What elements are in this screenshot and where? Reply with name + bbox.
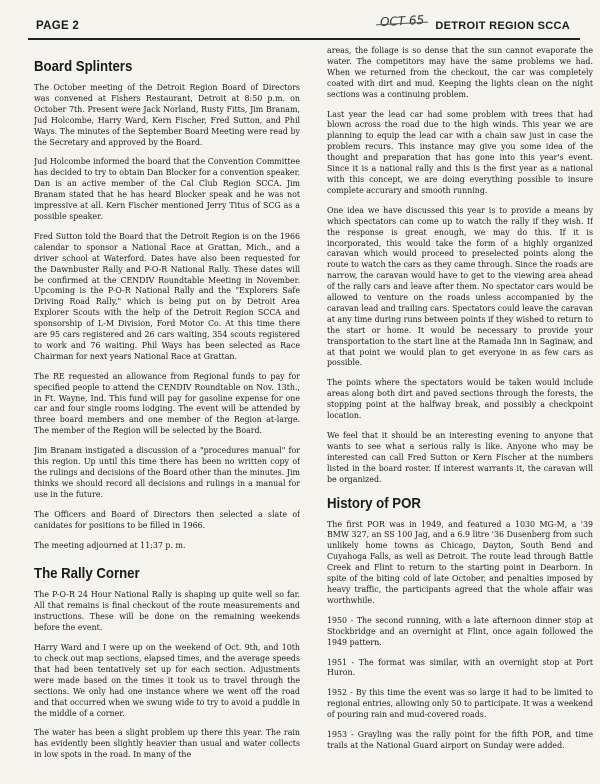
rally-corner-heading: The Rally Corner <box>34 565 140 583</box>
board-paragraph: The RE requested an allowance from Regional funds to pay for specified people to attend the CENDIV Roundtable on Nov. 13th., in Ft. Wayne, Ind. This fund will pay for gasoline expense for one car and four single rooms lodging. The event will be attended by three board members and one member of the Region at-large. The member of the Region will be selected by the Board. <box>34 371 300 436</box>
rally-paragraph: The water has been a slight problem up there this year. The rain has evidently been slightly heavier than usual and water collects in low spots in the road. In many of the <box>34 728 300 760</box>
board-paragraph: Jim Branam instigated a discussion of a "procedures manual" for this region. Up until this time there has been no written copy of the rulings and decisions of the Board other than the minutes. Jim thinks we should record all decisions and rulings in a manual for use in the future. <box>34 446 300 499</box>
history-paragraph: The first POR was in 1949, and featured a 1030 MG-M, a '39 BMW 327, an SS 100 Jag, and a 6.9 litre '36 Dusenberg from such unlikely home towns as Chicago, Dayton, South Bend and Cuyahoga Falls, as well as Detroit. The route lead through Battle Creek and Flint to return to the starting point in Dearborn. In spite of the biting cold of late October, and penalties imposed by heavy traffic, the participants agreed that the whole affair was worthwhile. <box>327 519 593 605</box>
board-paragraph: The Officers and Board of Directors then selected a slate of canidates for positions to be filled in 1966. <box>34 509 300 530</box>
handwritten-date: OCT 65 <box>379 12 425 30</box>
left-column <box>34 46 300 782</box>
board-paragraph: The meeting adjourned at 11:37 p. m. <box>34 540 186 550</box>
rally-paragraph: Harry Ward and I were up on the weekend of Oct. 9th, and 10th to check out map sections, elapsed times, and the average speeds that had been tentatively set up for each section. Adjustments were made based on the times it took us to travel through the sections. We only had one instance where we went off the road and that occurred when we swung wide to try to avoid a puddle in the middle of a corner. <box>34 643 300 718</box>
rally-continued-paragraph: Last year the lead car had some problem with trees that had blown across the road due to the high winds. This year we are planning to equip the lead car with a chain saw just in case the problem recurs. This instance may give you some idea of the thought and preparation that has gone into this year's event. Since it is a national rally and this is the first year as a national with this concept, we are doing everything possible to insure complete accurary and smooth running. <box>327 109 593 195</box>
board-paragraph: Jud Holcombe informed the board that the Convention Committee has decided to try to obtain Dan Blocker for a convention speaker. Dan is an active member of the Cal Club Region SCCA. Jim Branam stated that he has heard Blocker speak and he was not impressive at all. Kern Fischer mentioned Jerry Titus of SCG as a possible speaker. <box>34 157 300 221</box>
history-paragraph: 1950 - The second running, with a late afternoon dinner stop at Stockbridge and an overnight at Flint, once again followed the 1949 pattern. <box>327 615 593 647</box>
rally-continued-paragraph: We feel that it should be an interesting evening to anyone that wants to see what a serious rally is like. Anyone who may be interested can call Fred Sutton or Kern Fischer at the numbers listed in the board roster. If interest warrants it, the caravan will be organized. <box>327 431 593 484</box>
rally-continued-paragraph: One idea we have discussed this year is to provide a means by which spectators can come up to watch the rally if they wish. If the response is great enough, we may do this. If it is incorporated, this would take the form of a highly organized caravan which would proceed to preselected points along the route to watch the cars as they came through. Since the roads are narrow, the caravan would have to get to the viewing area ahead of the rally cars and leave after them. No spectator cars would be allowed to venture on the roads unless accompanied by the caravan lead and trailing cars. Spectators could leave the caravan at any time during runs between points if they wished to return to the start or home. It would be necessary to provide your transportation to the start line at the Ramada Inn in Saginaw, and at that point we would plan to get everyone in as few cars as possible. <box>327 205 593 368</box>
history-paragraph: 1953 - Grayling was the rally point for the fifth POR, and time trails at the National Guard airport on Sunday were added. <box>327 730 593 750</box>
page-number: PAGE 2 <box>36 20 80 32</box>
board-splinters-heading: Board Splinters <box>34 58 133 75</box>
right-column <box>327 46 593 782</box>
board-paragraph: The October meeting of the Detroit Region Board of Directors was convened at Fishers Restaurant, Detroit at 8:50 p.m. on October 7th. Present were Jack Norland, Rusty Fitts, Jim Branam, Jud Holcombe, Harry Ward, Kern Fischer, Fred Sutton, and Phil Ways. The minutes of the September Board Meeting were read by the Secretary and approved by the Board. <box>34 83 300 147</box>
board-paragraph: Fred Sutton told the Board that the Detroit Region is on the 1966 calendar to sponsor a National Race at Grattan, Mich., and a driver school at Waterford. Dates have also been requested for the Dawnbuster Rally and P-O-R National Rally. These dates will be confirmed at the CENDIV Roundtable Meeting in November. Upcoming is the P-O-R National Rally and the "Explorers Safe Driving Road Rally," which is being put on by Detroit Area Explorer Scouts with the help of the Detroit Region SCCA and sponsorship of L-M Division, Ford Motor Co. At this time there are 95 cars registered and 26 cars waiting, 354 scouts registered to work and 76 waiting. Phil Ways has been selected as Race Chairman for next years National Race at Grattan. <box>34 231 300 361</box>
page-header <box>28 12 580 36</box>
history-of-por-heading: History of POR <box>327 494 421 512</box>
publication-name: DETROIT REGION SCCA <box>435 20 570 32</box>
rally-continued-paragraph: areas, the foliage is so dense that the sun cannot evaporate the water. The competitors may have the same problems we had. When we returned from the checkout, the car was completely coated with dirt and mud. Keeping the lights clean on the night sections was a continuing problem. <box>327 46 593 99</box>
history-paragraph: 1951 - The format was similar, with an overnight stop at Port Huron. <box>327 657 593 678</box>
header-rule <box>28 38 580 40</box>
rally-continued-paragraph: The points where the spectators would be taken would include areas along both dirt and paved sections through the forests, the stopping point at the halfway break, and possibly a checkpoint location. <box>327 378 593 421</box>
history-paragraph: 1952 - By this time the event was so large it had to be limited to regional entries, allowing only 50 to participate. It was a weekend of pouring rain and mud-covered roads. <box>327 688 593 720</box>
rally-paragraph: The P-O-R 24 Hour National Rally is shaping up quite well so far. All that remains is final checkout of the route measurements and instructions. These will be done on the remaining weekends before the event. <box>34 590 300 633</box>
